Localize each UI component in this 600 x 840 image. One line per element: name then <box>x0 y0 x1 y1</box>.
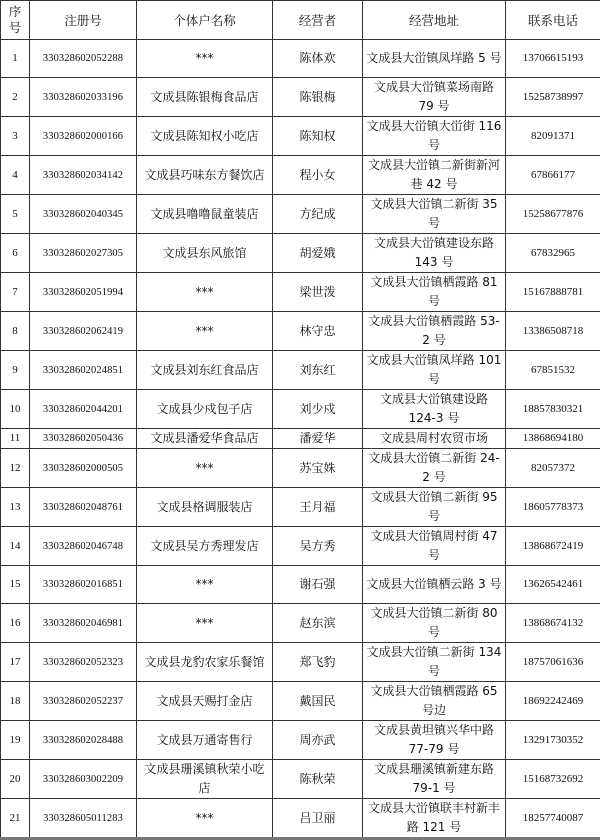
owner-name: 方纪成 <box>273 195 363 234</box>
row-number: 17 <box>1 643 30 682</box>
business-address: 文成县大峃镇栖霞路 81 号 <box>363 273 506 312</box>
business-name: 文成县噜噜鼠童装店 <box>137 195 273 234</box>
row-number: 2 <box>1 78 30 117</box>
phone-number: 67832965 <box>506 234 600 273</box>
row-number: 6 <box>1 234 30 273</box>
row-number: 7 <box>1 273 30 312</box>
header-reg: 注册号 <box>30 1 137 40</box>
table-row <box>1 429 600 449</box>
phone-number: 13386508718 <box>506 312 600 351</box>
owner-name: 梁世泼 <box>273 273 363 312</box>
owner-name: 吴方秀 <box>273 527 363 566</box>
row-number: 15 <box>1 566 30 604</box>
business-address: 文成县周村农贸市场 <box>363 429 506 449</box>
phone-number: 67851532 <box>506 351 600 390</box>
owner-name: 陈银梅 <box>273 78 363 117</box>
business-name: 文成县少戍包子店 <box>137 390 273 429</box>
table-row <box>1 78 600 117</box>
business-address: 文成县大峃镇二新街 134 号 <box>363 643 506 682</box>
business-name: *** <box>137 449 273 488</box>
owner-name: 周亦武 <box>273 721 363 760</box>
business-name: 文成县吴方秀理发店 <box>137 527 273 566</box>
registration-number: 330328602051994 <box>30 273 137 312</box>
row-number: 9 <box>1 351 30 390</box>
row-number: 4 <box>1 156 30 195</box>
business-name: 文成县陈知权小吃店 <box>137 117 273 156</box>
phone-number: 13868694180 <box>506 429 600 449</box>
owner-name: 陈秋荣 <box>273 760 363 799</box>
header-phone: 联系电话 <box>506 1 600 40</box>
phone-number: 13868674132 <box>506 604 600 643</box>
table-row <box>1 643 600 682</box>
row-number: 21 <box>1 799 30 839</box>
registration-number: 330328602016851 <box>30 566 137 604</box>
row-number: 19 <box>1 721 30 760</box>
phone-number: 13291730352 <box>506 721 600 760</box>
owner-name: 陈体欢 <box>273 40 363 78</box>
row-number: 10 <box>1 390 30 429</box>
owner-name: 胡爱娥 <box>273 234 363 273</box>
owner-name: 戴国民 <box>273 682 363 721</box>
business-address: 文成县大峃镇凤垟路 5 号 <box>363 40 506 78</box>
registration-number: 330328602044201 <box>30 390 137 429</box>
row-number: 11 <box>1 429 30 449</box>
business-name: *** <box>137 312 273 351</box>
business-name: *** <box>137 566 273 604</box>
header-name: 个体户名称 <box>137 1 273 40</box>
phone-number: 15167888781 <box>506 273 600 312</box>
registration-number: 330328602000166 <box>30 117 137 156</box>
table-row <box>1 351 600 390</box>
business-address: 文成县大峃镇联丰村新丰路 121 号 <box>363 799 506 839</box>
table-row <box>1 527 600 566</box>
owner-name: 潘爱华 <box>273 429 363 449</box>
owner-name: 苏宝姝 <box>273 449 363 488</box>
row-number: 5 <box>1 195 30 234</box>
business-name: *** <box>137 40 273 78</box>
row-number: 3 <box>1 117 30 156</box>
business-name: 文成县刘东红食品店 <box>137 351 273 390</box>
phone-number: 15168732692 <box>506 760 600 799</box>
table-row <box>1 566 600 604</box>
business-name: *** <box>137 604 273 643</box>
row-number: 20 <box>1 760 30 799</box>
phone-number: 18692242469 <box>506 682 600 721</box>
business-name: 文成县东风旅馆 <box>137 234 273 273</box>
business-address: 文成县大峃镇二新街 80 号 <box>363 604 506 643</box>
owner-name: 刘少戍 <box>273 390 363 429</box>
business-address: 文成县大峃镇二新街 95 号 <box>363 488 506 527</box>
registration-number: 330328602040345 <box>30 195 137 234</box>
header-no: 序号 <box>1 1 30 40</box>
row-number: 1 <box>1 40 30 78</box>
business-address: 文成县大峃镇周村街 47 号 <box>363 527 506 566</box>
business-name: 文成县潘爱华食品店 <box>137 429 273 449</box>
business-address: 文成县大峃镇栖霞路 53-2 号 <box>363 312 506 351</box>
table-row <box>1 156 600 195</box>
row-number: 14 <box>1 527 30 566</box>
phone-number: 15258677876 <box>506 195 600 234</box>
owner-name: 程小女 <box>273 156 363 195</box>
table-row <box>1 488 600 527</box>
phone-number: 13868672419 <box>506 527 600 566</box>
table-row <box>1 234 600 273</box>
table-row <box>1 312 600 351</box>
owner-name: 陈知权 <box>273 117 363 156</box>
owner-name: 赵东滨 <box>273 604 363 643</box>
business-address: 文成县大峃镇栖霞路 65 号边 <box>363 682 506 721</box>
table-row <box>1 604 600 643</box>
row-number: 16 <box>1 604 30 643</box>
business-address: 文成县大峃镇菜场南路 79 号 <box>363 78 506 117</box>
business-name: 文成县巧味东方餐饮店 <box>137 156 273 195</box>
row-number: 8 <box>1 312 30 351</box>
registration-number: 330328602052323 <box>30 643 137 682</box>
registration-number: 330328602046981 <box>30 604 137 643</box>
registration-number: 330328602046748 <box>30 527 137 566</box>
header-address: 经营地址 <box>363 1 506 40</box>
phone-number: 13706615193 <box>506 40 600 78</box>
business-address: 文成县大峃镇凤垟路 101 号 <box>363 351 506 390</box>
phone-number: 18757061636 <box>506 643 600 682</box>
business-address: 文成县大峃镇二新街新河巷 42 号 <box>363 156 506 195</box>
table-row <box>1 721 600 760</box>
business-name: 文成县格调服装店 <box>137 488 273 527</box>
registration-number: 330328602033196 <box>30 78 137 117</box>
row-number: 13 <box>1 488 30 527</box>
business-name: *** <box>137 273 273 312</box>
registration-number: 330328602034142 <box>30 156 137 195</box>
phone-number: 13626542461 <box>506 566 600 604</box>
registration-number: 330328602050436 <box>30 429 137 449</box>
header-owner: 经营者 <box>273 1 363 40</box>
table-row <box>1 390 600 429</box>
registration-number: 330328602028488 <box>30 721 137 760</box>
business-name: 文成县天赐打金店 <box>137 682 273 721</box>
business-address: 文成县大峃镇建设东路 143 号 <box>363 234 506 273</box>
phone-number: 18257740087 <box>506 799 600 839</box>
phone-number: 18857830321 <box>506 390 600 429</box>
registration-number: 330328602048761 <box>30 488 137 527</box>
business-address: 文成县大峃镇建设路 124-3 号 <box>363 390 506 429</box>
table-row <box>1 40 600 78</box>
registration-number: 330328602000505 <box>30 449 137 488</box>
table-row <box>1 799 600 839</box>
phone-number: 82091371 <box>506 117 600 156</box>
registration-number: 330328602024851 <box>30 351 137 390</box>
business-name: 文成县龙豹农家乐餐馆 <box>137 643 273 682</box>
registration-number: 330328602052237 <box>30 682 137 721</box>
business-address: 文成县大峃镇二新街 24-2 号 <box>363 449 506 488</box>
owner-name: 刘东红 <box>273 351 363 390</box>
table-row <box>1 195 600 234</box>
registration-number: 330328602052288 <box>30 40 137 78</box>
registration-number: 330328603002209 <box>30 760 137 799</box>
header-row <box>1 1 600 40</box>
business-address: 文成县珊溪镇新建东路 79-1 号 <box>363 760 506 799</box>
owner-name: 林守忠 <box>273 312 363 351</box>
business-name: 文成县珊溪镇秋荣小吃店 <box>137 760 273 799</box>
registration-number: 330328602062419 <box>30 312 137 351</box>
business-address: 文成县黄坦镇兴华中路 77-79 号 <box>363 721 506 760</box>
phone-number: 18605778373 <box>506 488 600 527</box>
registration-number: 330328605011283 <box>30 799 137 839</box>
table-row <box>1 760 600 799</box>
owner-name: 吕卫丽 <box>273 799 363 839</box>
business-name: 文成县万通寄售行 <box>137 721 273 760</box>
owner-name: 王月福 <box>273 488 363 527</box>
business-name: *** <box>137 799 273 839</box>
row-number: 12 <box>1 449 30 488</box>
owner-name: 谢石强 <box>273 566 363 604</box>
table-row <box>1 682 600 721</box>
phone-number: 67866177 <box>506 156 600 195</box>
table-row <box>1 117 600 156</box>
owner-name: 郑飞豹 <box>273 643 363 682</box>
phone-number: 15258738997 <box>506 78 600 117</box>
business-address: 文成县大峃镇二新街 35 号 <box>363 195 506 234</box>
table-row <box>1 273 600 312</box>
phone-number: 82057372 <box>506 449 600 488</box>
business-address: 文成县大峃镇大峃街 116 号 <box>363 117 506 156</box>
registration-number: 330328602027305 <box>30 234 137 273</box>
business-name: 文成县陈银梅食品店 <box>137 78 273 117</box>
table-row <box>1 449 600 488</box>
row-number: 18 <box>1 682 30 721</box>
business-address: 文成县大峃镇栖云路 3 号 <box>363 566 506 604</box>
